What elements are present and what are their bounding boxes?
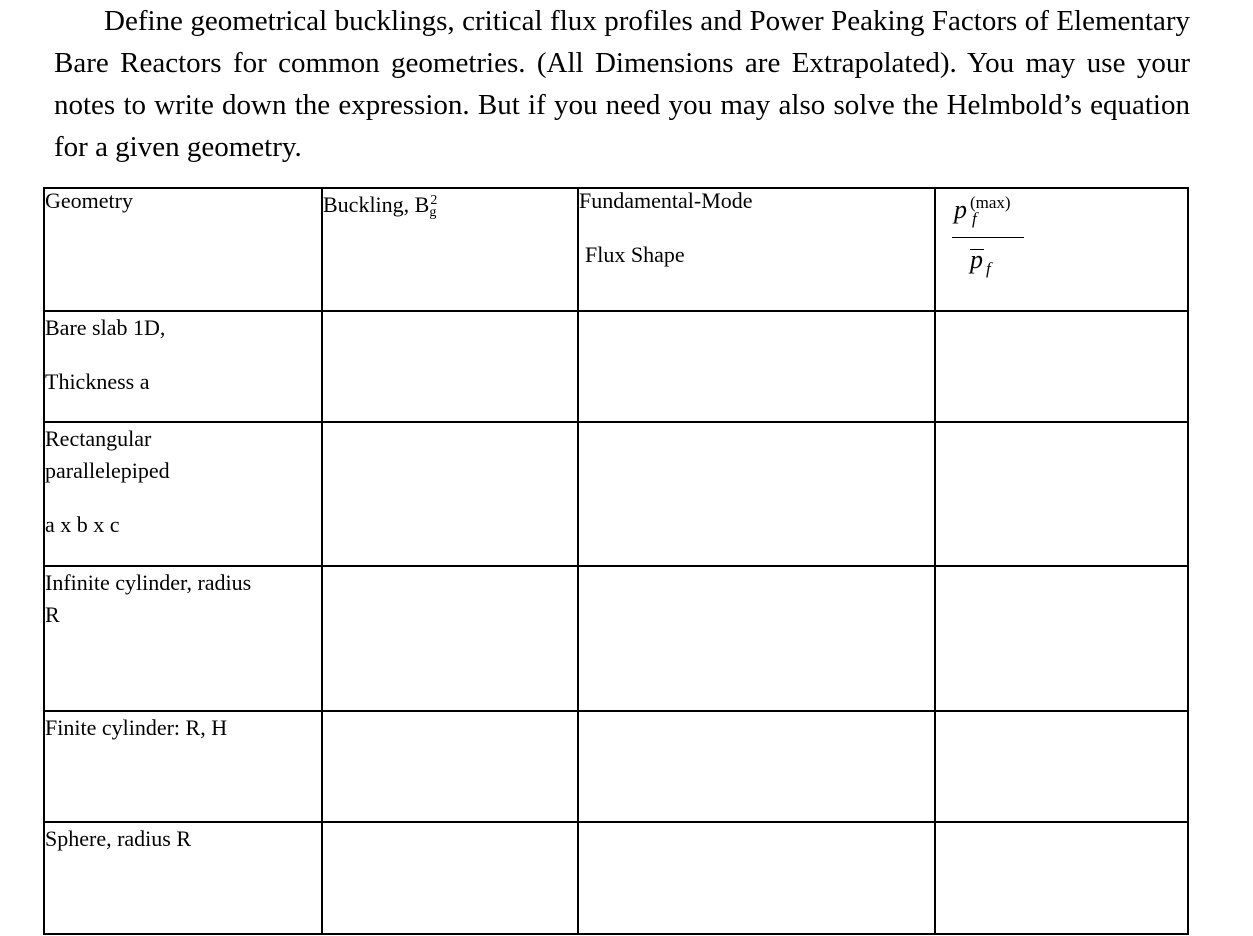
table-row: [44, 566, 1188, 711]
table-row: [44, 711, 1188, 822]
table-row: [44, 311, 1188, 422]
peaking-factor-cell[interactable]: [935, 311, 1188, 422]
peaking-factor-cell[interactable]: [935, 711, 1188, 822]
geometry-cell-infinite-cylinder: Infinite cylinder, radius R: [44, 566, 322, 711]
buckling-subscript: g: [429, 205, 437, 220]
geometry-cell-finite-cylinder: Finite cylinder: R, H: [44, 711, 322, 822]
buckling-superscript: 2: [430, 193, 438, 208]
peaking-factor-cell[interactable]: [935, 822, 1188, 934]
geometry-cell-slab: Bare slab 1D, Thickness a: [44, 311, 322, 422]
header-buckling: Buckling, $B_g^2$: [322, 188, 578, 311]
flux-shape-cell[interactable]: [578, 311, 935, 422]
geometry-table: [43, 187, 1189, 935]
buckling-cell[interactable]: [322, 566, 578, 711]
geometry-cell-sphere: Sphere, radius R: [44, 822, 322, 934]
question-prompt: [54, 0, 1190, 168]
buckling-cell[interactable]: [322, 422, 578, 566]
table-header-row: [44, 188, 1188, 311]
flux-shape-cell[interactable]: [578, 822, 935, 934]
table-row: [44, 422, 1188, 566]
header-flux-shape: Fundamental-Mode Flux Shape: [578, 188, 935, 311]
peaking-factor-cell[interactable]: [935, 422, 1188, 566]
flux-shape-cell[interactable]: [578, 422, 935, 566]
geometry-cell-parallelepiped: Rectangular parallelepiped a x b x c: [44, 422, 322, 566]
peaking-factor-fraction: p (max) f p f: [952, 189, 1024, 279]
header-power-peaking-factor: [935, 188, 1188, 311]
header-geometry: Geometry: [44, 188, 322, 311]
peaking-factor-cell[interactable]: [935, 566, 1188, 711]
flux-shape-cell[interactable]: [578, 566, 935, 711]
buckling-cell[interactable]: [322, 311, 578, 422]
buckling-cell[interactable]: [322, 711, 578, 822]
prompt-text: Define geometrical bucklings, critical flux profiles and Power Peaking Factors of Elementary Bare Reactors for common geometries. (All Dimensions are Extrapolated). You may use your notes to write down the expression. But if you need you may also solve the Helmbold’s equation for a given geometry.: [54, 5, 1190, 163]
buckling-cell[interactable]: [322, 822, 578, 934]
table-row: [44, 822, 1188, 934]
flux-shape-cell[interactable]: [578, 711, 935, 822]
